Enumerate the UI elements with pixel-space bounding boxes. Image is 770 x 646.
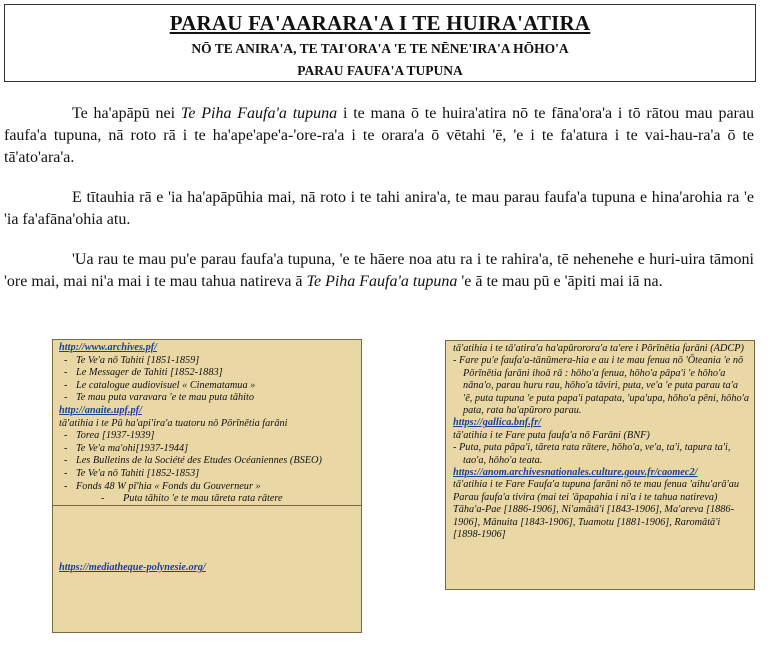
places-list: Tāha'a-Pae [1886-1906], Ni'amātā'i [1843-1906], Ma'areva [1886-1906], Mānuita [1843-1906], Tuamotu [1881-1906], Raromātā'i [1898-1906] — [453, 504, 734, 541]
source-description: Parau faufa'a tivira (mai tei 'āpapahia i ni'a i te tahua natireva) — [453, 491, 718, 503]
paragraph-request: E tītauhia rā e 'ia ha'apāpūhia mai, nā roto i te tahi anira'a, te mau parau faufa'a tupuna e hina'arohia ra 'e 'ia fa'afāna'ohia atu. — [4, 189, 754, 228]
resources-panel-left — [52, 339, 362, 633]
list-item: - Le catalogue audiovisuel « Cinematamua » — [64, 379, 256, 391]
notice-subtitle: NŌ TE ANIRA'A, TE TAI'ORA'A 'E TE NĒNE'IRA'A HŌHO'A — [191, 41, 569, 56]
resources-panel-right — [445, 340, 755, 590]
paragraph-text: i te mana ō te huira'atira nō te fāna'ora'a i tō rātou mau parau faufa'a tupuna, nā roto rā i te ha'ape'ape'a-'ore-ra'a i te orara'a ō vētahi 'ē, 'e i te fa'atura i te vai-hau-ra'a ō te tā'ato'ara'a. — [4, 105, 754, 166]
list-item: - Fare pu'e faufa'a-tānūmera-hia e au i te mau fenua nō 'Ōteania 'e nō Pōrīnētia farāni ihoā rā : hōho'a fenua, hōho'a pāpa'i 'e hōho'a nāna'o, parau huru rau, hōho'a tāviri, puta, ve'a 'e puta parau ta'a 'ē, puta tupuna 'e puta papa'i patapata, 'upa'upa, hōho'a pēni, hōho'a pata, rata ha'apūroro parau. — [453, 355, 749, 417]
list-item: - Les Bulletins de la Société des Etudes Océaniennes (BSEO) — [64, 455, 322, 467]
list-item: - Te mau puta varavara 'e te mau puta tāhito — [64, 392, 255, 404]
list-item: - Torea [1937-1939] — [64, 430, 155, 442]
notice-title: PARAU FA'AARARA'A I TE HUIRA'ATIRA — [169, 11, 591, 35]
source-description: tā'atihia i te Pū ha'api'ira'a tuatoru nō Pōrīnētia farāni — [59, 417, 288, 429]
list-item: - Fonds 48 W pī'hia « Fonds du Gouverneur » — [64, 480, 261, 492]
paragraph-text: 'Ua rau te mau pu'e parau faufa'a tupuna, 'e te hāere noa atu ra i te rahira'a, tē nehenehe e huri-uira tāmoni 'ore mai, mai ni'a mai i te mau tahua natireva ā — [4, 251, 754, 290]
resources-list-right — [453, 343, 749, 542]
list-item: - Puta, puta pāpa'i, tāreta rata rātere, hōho'a, ve'a, ta'i, tapura ta'i, tao'a, hōho'a teata. — [453, 442, 731, 466]
archives-link[interactable]: http://www.archives.pf/ — [59, 342, 158, 353]
anom-link[interactable]: https://anom.archivesnationales.culture.gouv.fr/caomec2/ — [453, 467, 698, 479]
paragraph-rights — [4, 103, 754, 169]
notice-subtitle-section: PARAU FAUFA'A TUPUNA — [297, 63, 463, 78]
list-item: - Te Ve'a nō Tahiti [1852-1853] — [64, 467, 200, 479]
source-description: tā'atihia i te Fare Faufa'a tupuna farāni nō te mau fenua 'aihu'arā'au — [453, 479, 740, 491]
paragraph-text: Te ha'apāpū nei — [72, 105, 181, 122]
institution-name: Te Piha Faufa'a tupuna — [180, 105, 338, 122]
source-description: tā'atihia i te tā'atira'a ha'apūrorora'a ta'ere i Pōrīnētia farāni (ADCP) — [453, 343, 744, 354]
resources-list-left — [59, 342, 357, 506]
source-description: tā'atihia i te Fare puta faufa'a nō Farāni (BNF) — [453, 429, 650, 441]
institution-name: Te Piha Faufa'a tupuna — [306, 273, 458, 290]
paragraph-collections — [4, 249, 754, 293]
list-item: - Te Ve'a nō Tahiti [1851-1859] — [64, 354, 200, 366]
paragraph-text: 'e ā te mau pū e 'āpiti mai iā na. — [457, 273, 663, 290]
gallica-link[interactable]: https://gallica.bnf.fr/ — [453, 417, 542, 429]
notice-header-box — [4, 4, 756, 82]
list-subitem: - Puta tāhito 'e te mau tāreta rata rātere — [101, 493, 283, 505]
panel-divider — [53, 505, 361, 506]
list-item: - Te Ve'a ma'ohi[1937-1944] — [64, 442, 189, 454]
list-item: - Le Messager de Tahiti [1852-1883] — [64, 367, 223, 379]
mediatheque-link[interactable]: https://mediatheque-polynesie.org/ — [59, 562, 206, 573]
anaite-link[interactable]: http://anaite.upf.pf/ — [59, 404, 142, 416]
